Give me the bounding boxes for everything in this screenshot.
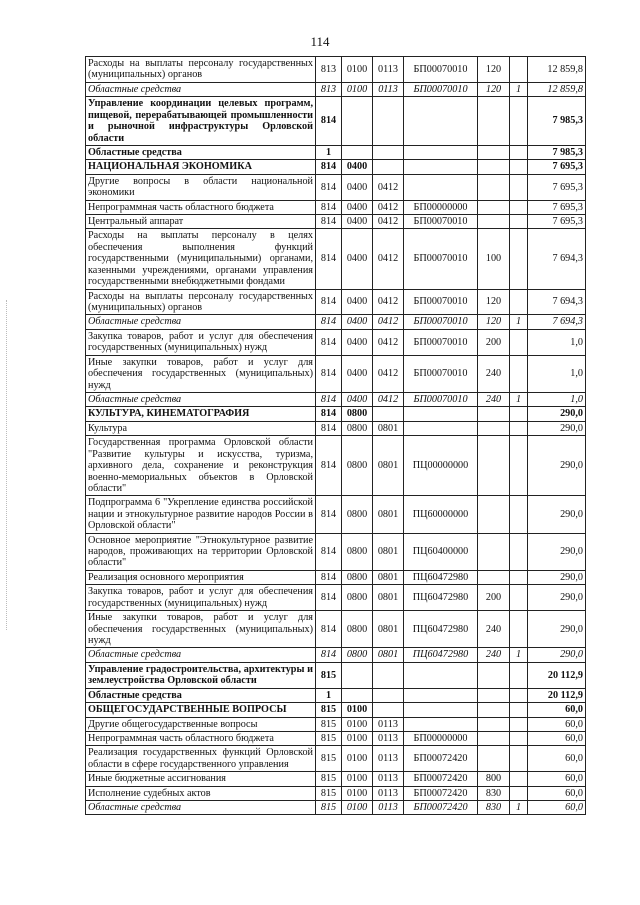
- code-vr: 240: [478, 648, 510, 662]
- code-pr: [373, 145, 404, 159]
- table-row: [86, 570, 586, 584]
- code-pr: 0412: [373, 355, 404, 392]
- code-vr: [478, 97, 510, 146]
- table-row: [86, 648, 586, 662]
- code-ved: 814: [316, 496, 342, 533]
- code-pr: 0113: [373, 772, 404, 786]
- code-rz: 0100: [342, 772, 373, 786]
- code-csr: ПЦ60400000: [404, 533, 478, 570]
- row-name: Областные средства: [86, 648, 316, 662]
- code-ved: 1: [316, 145, 342, 159]
- code-rz: 0400: [342, 174, 373, 200]
- code-vr: 100: [478, 229, 510, 289]
- code-vr: 240: [478, 392, 510, 406]
- row-name: Областные средства: [86, 801, 316, 815]
- code-source: [510, 200, 528, 214]
- table-row: [86, 160, 586, 174]
- row-name: ОБЩЕГОСУДАРСТВЕННЫЕ ВОПРОСЫ: [86, 703, 316, 717]
- code-pr: 0801: [373, 421, 404, 435]
- code-csr: [404, 145, 478, 159]
- page-number: 114: [310, 34, 330, 49]
- code-pr: [373, 97, 404, 146]
- table-row: [86, 145, 586, 159]
- code-pr: 0412: [373, 229, 404, 289]
- amount: 7 985,3: [528, 145, 586, 159]
- code-csr: БП00070010: [404, 289, 478, 315]
- code-csr: ПЦ60000000: [404, 496, 478, 533]
- table-row: [86, 731, 586, 745]
- code-csr: БП00070010: [404, 392, 478, 406]
- code-ved: 814: [316, 407, 342, 421]
- code-ved: 814: [316, 215, 342, 229]
- code-pr: 0113: [373, 717, 404, 731]
- code-vr: [478, 436, 510, 496]
- code-csr: [404, 421, 478, 435]
- code-ved: 815: [316, 731, 342, 745]
- code-source: [510, 772, 528, 786]
- code-rz: 0400: [342, 355, 373, 392]
- code-ved: 814: [316, 436, 342, 496]
- code-source: [510, 289, 528, 315]
- table-row: [86, 688, 586, 702]
- code-ved: 815: [316, 801, 342, 815]
- budget-table: [85, 56, 586, 815]
- code-source: [510, 215, 528, 229]
- code-csr: БП00070010: [404, 57, 478, 83]
- code-rz: 0800: [342, 407, 373, 421]
- table-row: [86, 200, 586, 214]
- code-rz: 0800: [342, 648, 373, 662]
- code-vr: [478, 570, 510, 584]
- amount: 7 695,3: [528, 174, 586, 200]
- amount: 7 694,3: [528, 229, 586, 289]
- code-vr: [478, 160, 510, 174]
- row-name: Иные закупки товаров, работ и услуг для обеспечения государственных (муниципальных) нужд: [86, 611, 316, 648]
- code-csr: [404, 717, 478, 731]
- code-vr: [478, 200, 510, 214]
- table-row: [86, 585, 586, 611]
- amount: 7 695,3: [528, 160, 586, 174]
- code-ved: 814: [316, 200, 342, 214]
- code-ved: 814: [316, 329, 342, 355]
- code-pr: 0801: [373, 585, 404, 611]
- code-ved: 1: [316, 688, 342, 702]
- code-vr: [478, 746, 510, 772]
- amount: 7 694,3: [528, 315, 586, 329]
- code-vr: 200: [478, 329, 510, 355]
- code-rz: 0100: [342, 731, 373, 745]
- code-ved: 814: [316, 533, 342, 570]
- table-row: [86, 97, 586, 146]
- row-name: Областные средства: [86, 82, 316, 96]
- code-source: [510, 329, 528, 355]
- code-ved: 815: [316, 786, 342, 800]
- amount: 7 694,3: [528, 289, 586, 315]
- code-vr: 240: [478, 355, 510, 392]
- code-vr: [478, 688, 510, 702]
- code-csr: ПЦ60472980: [404, 570, 478, 584]
- code-csr: БП00000000: [404, 731, 478, 745]
- code-pr: 0801: [373, 436, 404, 496]
- row-name: Непрограммная часть областного бюджета: [86, 200, 316, 214]
- code-pr: 0412: [373, 315, 404, 329]
- row-name: Культура: [86, 421, 316, 435]
- code-rz: 0100: [342, 717, 373, 731]
- code-vr: [478, 731, 510, 745]
- code-source: 1: [510, 82, 528, 96]
- code-ved: 814: [316, 392, 342, 406]
- amount: 290,0: [528, 421, 586, 435]
- amount: 290,0: [528, 436, 586, 496]
- code-rz: [342, 145, 373, 159]
- row-name: Другие общегосударственные вопросы: [86, 717, 316, 731]
- code-rz: 0100: [342, 703, 373, 717]
- row-name: Расходы на выплаты персоналу государственных (муниципальных) органов: [86, 289, 316, 315]
- row-name: Управление координации целевых программ, пищевой, перерабатывающей промышленности и рыночной инфраструктуры Орловской области: [86, 97, 316, 146]
- code-rz: 0800: [342, 533, 373, 570]
- code-pr: 0801: [373, 533, 404, 570]
- code-csr: [404, 160, 478, 174]
- row-name: НАЦИОНАЛЬНАЯ ЭКОНОМИКА: [86, 160, 316, 174]
- code-csr: БП00070010: [404, 329, 478, 355]
- code-csr: БП00070010: [404, 315, 478, 329]
- table-row: [86, 315, 586, 329]
- code-rz: 0800: [342, 436, 373, 496]
- table-row: [86, 392, 586, 406]
- code-ved: 814: [316, 421, 342, 435]
- code-csr: [404, 407, 478, 421]
- code-ved: 814: [316, 648, 342, 662]
- code-rz: 0400: [342, 329, 373, 355]
- row-name: Центральный аппарат: [86, 215, 316, 229]
- table-row: [86, 772, 586, 786]
- code-csr: [404, 174, 478, 200]
- code-ved: 814: [316, 229, 342, 289]
- row-name: Подпрограмма 6 "Укрепление единства российской нации и этнокультурное развитие народов России в Орловской области": [86, 496, 316, 533]
- row-name: Управление градостроительства, архитектуры и землеустройства Орловской области: [86, 662, 316, 688]
- code-source: [510, 585, 528, 611]
- amount: 290,0: [528, 585, 586, 611]
- code-rz: 0400: [342, 229, 373, 289]
- code-csr: ПЦ60472980: [404, 611, 478, 648]
- amount: 60,0: [528, 801, 586, 815]
- code-ved: 815: [316, 746, 342, 772]
- row-name: Областные средства: [86, 688, 316, 702]
- amount: 1,0: [528, 355, 586, 392]
- code-vr: [478, 421, 510, 435]
- code-pr: 0801: [373, 570, 404, 584]
- table-row: [86, 215, 586, 229]
- code-vr: [478, 533, 510, 570]
- amount: 12 859,8: [528, 82, 586, 96]
- code-ved: 814: [316, 315, 342, 329]
- code-pr: [373, 703, 404, 717]
- code-ved: 814: [316, 355, 342, 392]
- code-source: [510, 688, 528, 702]
- amount: 290,0: [528, 611, 586, 648]
- code-rz: 0100: [342, 801, 373, 815]
- code-pr: 0801: [373, 611, 404, 648]
- code-ved: 813: [316, 82, 342, 96]
- code-csr: БП00070010: [404, 215, 478, 229]
- code-pr: [373, 688, 404, 702]
- amount: 290,0: [528, 407, 586, 421]
- code-source: [510, 496, 528, 533]
- code-csr: ПЦ60472980: [404, 585, 478, 611]
- code-source: [510, 731, 528, 745]
- code-vr: [478, 215, 510, 229]
- code-vr: [478, 145, 510, 159]
- code-vr: 240: [478, 611, 510, 648]
- row-name: Закупка товаров, работ и услуг для обеспечения государственных (муниципальных) нужд: [86, 329, 316, 355]
- code-source: 1: [510, 392, 528, 406]
- code-source: [510, 703, 528, 717]
- amount: 20 112,9: [528, 662, 586, 688]
- code-source: [510, 421, 528, 435]
- code-source: [510, 229, 528, 289]
- row-name: Расходы на выплаты персоналу государственных (муниципальных) органов: [86, 57, 316, 83]
- row-name: Государственная программа Орловской области "Развитие культуры и искусства, туризма, архивного дела, сохранение и реконструкция военно-мемориальных объектов в Орловской области": [86, 436, 316, 496]
- code-source: [510, 57, 528, 83]
- code-csr: БП00072420: [404, 772, 478, 786]
- row-name: Областные средства: [86, 392, 316, 406]
- amount: 60,0: [528, 731, 586, 745]
- code-pr: [373, 407, 404, 421]
- amount: 290,0: [528, 570, 586, 584]
- code-ved: 814: [316, 289, 342, 315]
- code-ved: 814: [316, 611, 342, 648]
- code-source: [510, 145, 528, 159]
- code-rz: [342, 662, 373, 688]
- code-pr: [373, 160, 404, 174]
- code-rz: 0400: [342, 215, 373, 229]
- table-row: [86, 801, 586, 815]
- table-row: [86, 355, 586, 392]
- code-rz: 0800: [342, 585, 373, 611]
- code-pr: 0801: [373, 496, 404, 533]
- code-vr: [478, 717, 510, 731]
- code-csr: [404, 688, 478, 702]
- row-name: Реализация государственных функций Орловской области в сфере государственного управления: [86, 746, 316, 772]
- table-row: [86, 496, 586, 533]
- code-source: 1: [510, 315, 528, 329]
- code-csr: ПЦ60472980: [404, 648, 478, 662]
- budget-table-body: [86, 57, 586, 815]
- code-pr: 0113: [373, 731, 404, 745]
- amount: 1,0: [528, 392, 586, 406]
- row-name: Закупка товаров, работ и услуг для обеспечения государственных (муниципальных) нужд: [86, 585, 316, 611]
- code-pr: 0113: [373, 801, 404, 815]
- amount: 7 695,3: [528, 200, 586, 214]
- code-ved: 815: [316, 662, 342, 688]
- code-source: [510, 174, 528, 200]
- row-name: Иные бюджетные ассигнования: [86, 772, 316, 786]
- code-vr: 120: [478, 315, 510, 329]
- code-source: 1: [510, 801, 528, 815]
- amount: 60,0: [528, 772, 586, 786]
- row-name: Непрограммная часть областного бюджета: [86, 731, 316, 745]
- code-vr: 800: [478, 772, 510, 786]
- code-rz: 0400: [342, 289, 373, 315]
- code-vr: [478, 174, 510, 200]
- code-rz: 0800: [342, 496, 373, 533]
- code-pr: 0412: [373, 174, 404, 200]
- row-name: Другие вопросы в области национальной экономики: [86, 174, 316, 200]
- table-row: [86, 421, 586, 435]
- code-csr: БП00072420: [404, 786, 478, 800]
- code-rz: 0400: [342, 392, 373, 406]
- code-rz: 0800: [342, 421, 373, 435]
- code-rz: 0800: [342, 611, 373, 648]
- code-vr: 830: [478, 801, 510, 815]
- code-pr: 0113: [373, 786, 404, 800]
- amount: 290,0: [528, 496, 586, 533]
- code-vr: [478, 703, 510, 717]
- amount: 60,0: [528, 746, 586, 772]
- code-rz: 0800: [342, 570, 373, 584]
- table-row: [86, 289, 586, 315]
- code-pr: 0412: [373, 329, 404, 355]
- code-csr: [404, 703, 478, 717]
- code-rz: 0100: [342, 786, 373, 800]
- table-row: [86, 786, 586, 800]
- row-name: Иные закупки товаров, работ и услуг для обеспечения государственных (муниципальных) нужд: [86, 355, 316, 392]
- code-ved: 815: [316, 703, 342, 717]
- code-pr: 0113: [373, 82, 404, 96]
- row-name: Областные средства: [86, 145, 316, 159]
- row-name: Исполнение судебных актов: [86, 786, 316, 800]
- amount: 1,0: [528, 329, 586, 355]
- amount: 60,0: [528, 786, 586, 800]
- code-vr: [478, 496, 510, 533]
- table-row: [86, 533, 586, 570]
- amount: 20 112,9: [528, 688, 586, 702]
- code-csr: БП00070010: [404, 355, 478, 392]
- amount: 290,0: [528, 533, 586, 570]
- code-source: [510, 160, 528, 174]
- code-rz: 0400: [342, 200, 373, 214]
- code-csr: [404, 662, 478, 688]
- table-row: [86, 436, 586, 496]
- code-rz: 0100: [342, 82, 373, 96]
- row-name: КУЛЬТУРА, КИНЕМАТОГРАФИЯ: [86, 407, 316, 421]
- amount: 60,0: [528, 703, 586, 717]
- code-pr: 0113: [373, 57, 404, 83]
- code-pr: 0412: [373, 289, 404, 315]
- code-csr: БП00072420: [404, 746, 478, 772]
- code-ved: 815: [316, 772, 342, 786]
- amount: 7 695,3: [528, 215, 586, 229]
- code-ved: 814: [316, 585, 342, 611]
- code-rz: 0100: [342, 746, 373, 772]
- code-source: [510, 570, 528, 584]
- table-row: [86, 82, 586, 96]
- table-row: [86, 407, 586, 421]
- amount: 7 985,3: [528, 97, 586, 146]
- code-vr: [478, 662, 510, 688]
- code-pr: 0801: [373, 648, 404, 662]
- code-csr: БП00000000: [404, 200, 478, 214]
- code-vr: [478, 407, 510, 421]
- code-csr: БП00070010: [404, 82, 478, 96]
- table-row: [86, 717, 586, 731]
- code-source: [510, 786, 528, 800]
- amount: 12 859,8: [528, 57, 586, 83]
- code-source: [510, 355, 528, 392]
- table-row: [86, 57, 586, 83]
- code-rz: [342, 97, 373, 146]
- code-pr: 0412: [373, 215, 404, 229]
- table-row: [86, 662, 586, 688]
- code-csr: БП00070010: [404, 229, 478, 289]
- code-source: [510, 717, 528, 731]
- amount: 290,0: [528, 648, 586, 662]
- row-name: Расходы на выплаты персоналу в целях обеспечения выполнения функций государственными (муниципальными) органами, казенными учреждениями, органами управления государственными внебюджетными фондами: [86, 229, 316, 289]
- table-row: [86, 703, 586, 717]
- code-source: [510, 407, 528, 421]
- code-source: [510, 97, 528, 146]
- code-ved: 814: [316, 174, 342, 200]
- table-row: [86, 329, 586, 355]
- code-vr: 200: [478, 585, 510, 611]
- code-vr: 830: [478, 786, 510, 800]
- code-ved: 814: [316, 97, 342, 146]
- code-rz: 0400: [342, 315, 373, 329]
- code-ved: 814: [316, 160, 342, 174]
- code-vr: 120: [478, 289, 510, 315]
- code-csr: [404, 97, 478, 146]
- code-rz: 0400: [342, 160, 373, 174]
- code-pr: 0412: [373, 392, 404, 406]
- code-rz: [342, 688, 373, 702]
- table-row: [86, 174, 586, 200]
- row-name: Реализация основного мероприятия: [86, 570, 316, 584]
- code-source: [510, 746, 528, 772]
- amount: 60,0: [528, 717, 586, 731]
- code-pr: 0412: [373, 200, 404, 214]
- code-ved: 814: [316, 570, 342, 584]
- code-pr: 0113: [373, 746, 404, 772]
- code-source: [510, 436, 528, 496]
- table-row: [86, 229, 586, 289]
- table-row: [86, 746, 586, 772]
- row-name: Областные средства: [86, 315, 316, 329]
- table-row: [86, 611, 586, 648]
- code-source: [510, 662, 528, 688]
- code-csr: БП00072420: [404, 801, 478, 815]
- code-ved: 815: [316, 717, 342, 731]
- code-source: [510, 611, 528, 648]
- row-name: Основное мероприятие "Этнокультурное развитие народов, проживающих на территории Орловской области": [86, 533, 316, 570]
- code-vr: 120: [478, 57, 510, 83]
- code-ved: 813: [316, 57, 342, 83]
- code-rz: 0100: [342, 57, 373, 83]
- binding-margin-line: [6, 300, 8, 630]
- code-csr: ПЦ00000000: [404, 436, 478, 496]
- code-source: [510, 533, 528, 570]
- code-vr: 120: [478, 82, 510, 96]
- code-pr: [373, 662, 404, 688]
- code-source: 1: [510, 648, 528, 662]
